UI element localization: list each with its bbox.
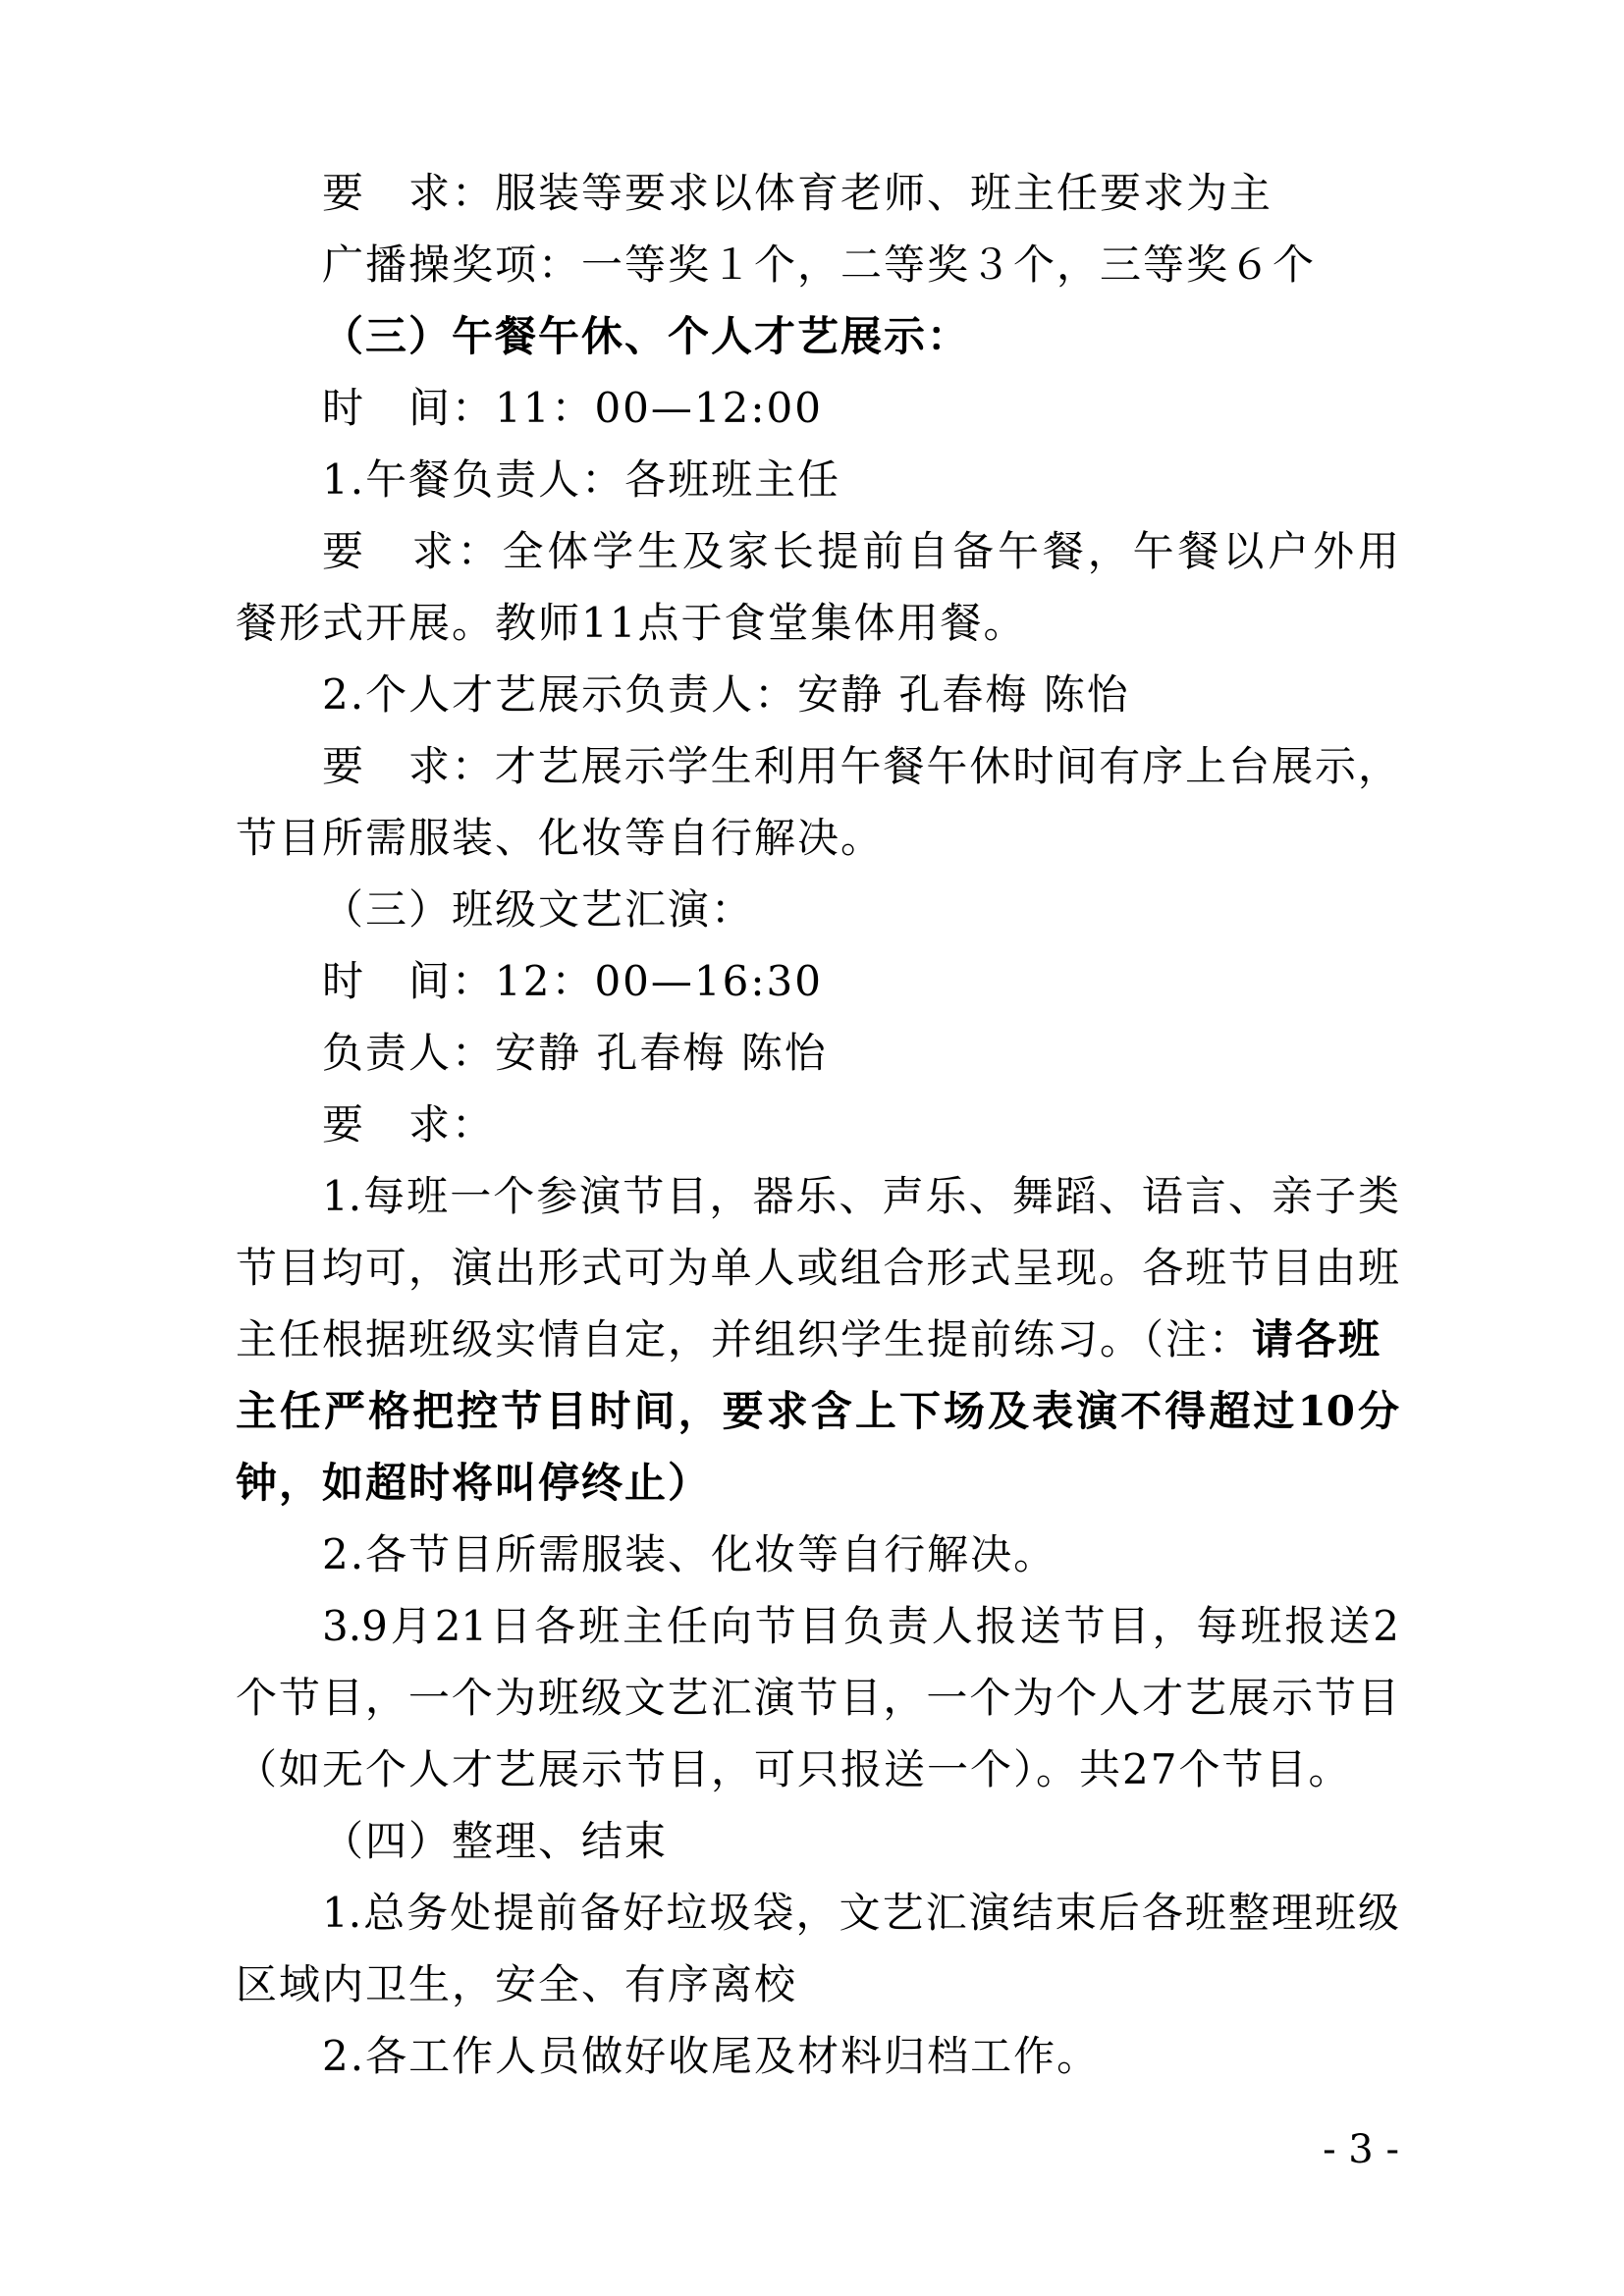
text-line: 1.午餐负责人：各班班主任 xyxy=(322,455,841,504)
section-heading: （三）午餐午休、个人才艺展示： xyxy=(322,312,971,360)
text-line: 要 求： xyxy=(322,1100,496,1148)
text-run: 主任根据班级实情自定，并组织学生提前练习。（注： xyxy=(236,1315,1253,1363)
section-heading: （四）整理、结束 xyxy=(322,1817,669,1865)
text-line xyxy=(236,1304,1399,1375)
text-line: 2.各节目所需服装、化妆等自行解决。 xyxy=(322,1530,1057,1578)
text-line: 2.个人才艺展示负责人：安静 孔春梅 陈怡 xyxy=(322,670,1130,719)
text-line: 要 求：才艺展示学生利用午餐午休时间有序上台展示， xyxy=(322,742,1399,790)
text-line: 3.9月21日各班主任向节目负责人报送节目，每班报送2 xyxy=(322,1602,1399,1650)
text-line: 时 间：11：00—12:00 xyxy=(322,384,823,432)
text-line: 个节目，一个为班级文艺汇演节目，一个为个人才艺展示节目 xyxy=(236,1674,1399,1722)
text-line: 区域内卫生，安全、有序离校 xyxy=(236,1960,798,2008)
text-line: 广播操奖项：一等奖１个，二等奖３个，三等奖６个 xyxy=(322,240,1317,289)
text-line: 节目所需服装、化妆等自行解决。 xyxy=(236,814,885,862)
text-line: 餐形式开展。教师11点于食堂集体用餐。 xyxy=(236,599,1027,647)
text-line: 2.各工作人员做好收尾及材料归档工作。 xyxy=(322,2032,1101,2080)
text-line: 要 求：全体学生及家长提前自备午餐，午餐以户外用 xyxy=(322,527,1399,575)
text-line: 负责人：安静 孔春梅 陈怡 xyxy=(322,1029,828,1077)
emphasis-text: 钟，如超时将叫停终止） xyxy=(236,1459,712,1507)
text-line: 节目均可，演出形式可为单人或组合形式呈现。各班节目由班 xyxy=(236,1244,1399,1292)
emphasis-text: 主任严格把控节目时间，要求含上下场及表演不得超过10分 xyxy=(236,1387,1399,1435)
text-line: 1.每班一个参演节目，器乐、声乐、舞蹈、语言、亲子类 xyxy=(322,1172,1399,1220)
text-line: 1.总务处提前备好垃圾袋，文艺汇演结束后各班整理班级 xyxy=(322,1889,1399,1937)
page-number: - 3 - xyxy=(1323,2127,1399,2172)
section-heading: （三）班级文艺汇演： xyxy=(322,885,755,934)
text-line: 时 间：12：00—16:30 xyxy=(322,957,823,1005)
text-line: （如无个人才艺展示节目，可只报送一个）。共27个节目。 xyxy=(236,1745,1352,1793)
text-line: 要 求：服装等要求以体育老师、班主任要求为主 xyxy=(322,169,1273,217)
emphasis-text: 请各班 xyxy=(1252,1315,1382,1363)
